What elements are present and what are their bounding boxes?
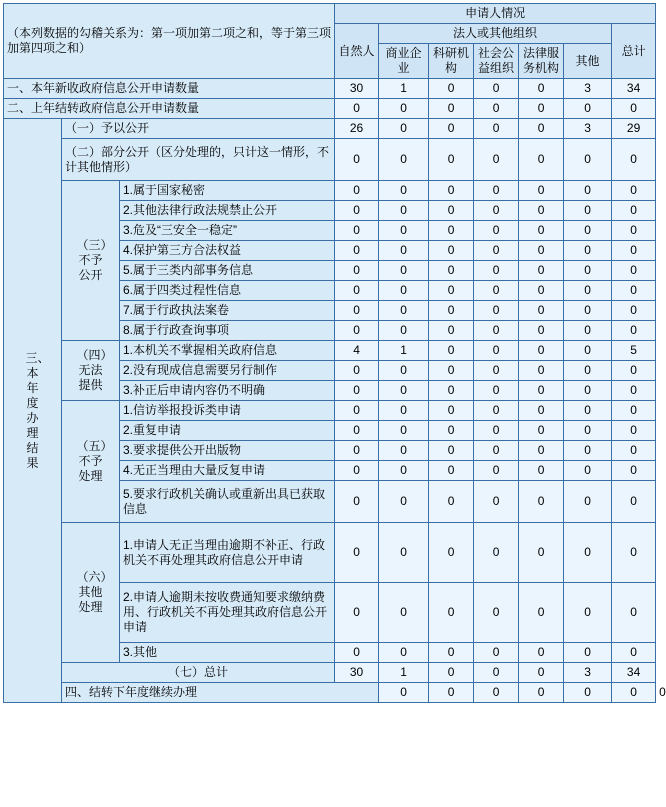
header-applicant-group: 申请人情况 [335, 4, 656, 24]
cell: 0 [429, 341, 474, 361]
cell: 0 [519, 261, 564, 281]
cell: 0 [474, 261, 519, 281]
cell: 0 [564, 321, 612, 341]
cell: 0 [474, 643, 519, 663]
cell: 0 [429, 99, 474, 119]
cell: 26 [335, 119, 379, 139]
cell: 0 [379, 181, 429, 201]
cell: 0 [519, 381, 564, 401]
table-row [4, 523, 656, 583]
cell: 0 [474, 381, 519, 401]
cell: 5 [612, 341, 656, 361]
cell: 0 [519, 341, 564, 361]
cell: 0 [519, 643, 564, 663]
cell: 0 [474, 341, 519, 361]
cell: 0 [379, 421, 429, 441]
cell: 0 [429, 119, 474, 139]
header-legal-or-other: 法人或其他组织 [379, 24, 612, 44]
cell: 0 [474, 321, 519, 341]
row-label-item: 3.其他 [120, 643, 335, 663]
cell: 0 [612, 241, 656, 261]
cell: 0 [379, 241, 429, 261]
cell: 0 [474, 683, 519, 703]
cell: 0 [335, 181, 379, 201]
cell: 0 [564, 683, 612, 703]
row-label-carried-over: 二、上年结转政府信息公开申请数量 [4, 99, 335, 119]
cell: 0 [519, 683, 564, 703]
cell: 0 [379, 583, 429, 643]
cell: 0 [335, 99, 379, 119]
cell: 0 [564, 281, 612, 301]
cell: 0 [335, 461, 379, 481]
cell: 0 [612, 99, 656, 119]
cell: 0 [474, 461, 519, 481]
cell: 0 [564, 139, 612, 181]
cell: 0 [612, 281, 656, 301]
cell: 0 [335, 381, 379, 401]
cell: 0 [335, 523, 379, 583]
cell: 34 [612, 663, 656, 683]
cell: 0 [429, 79, 474, 99]
cell: 0 [429, 181, 474, 201]
cell: 0 [335, 301, 379, 321]
cell: 0 [474, 241, 519, 261]
cell: 0 [335, 281, 379, 301]
cell: 0 [335, 583, 379, 643]
row-label-partially-disclosed: （二）部分公开（区分处理的，只计这一情形，不计其他情形） [62, 139, 335, 181]
cell: 0 [612, 481, 656, 523]
cell: 0 [564, 481, 612, 523]
table-row [4, 139, 656, 181]
cell: 0 [564, 643, 612, 663]
cell: 0 [519, 221, 564, 241]
cell: 0 [429, 281, 474, 301]
cell: 0 [429, 241, 474, 261]
table-row [4, 181, 656, 201]
cell: 0 [474, 79, 519, 99]
cell: 0 [519, 241, 564, 261]
cell: 29 [612, 119, 656, 139]
cell: 0 [429, 663, 474, 683]
cell: 34 [612, 79, 656, 99]
cell: 0 [612, 461, 656, 481]
cell: 0 [564, 301, 612, 321]
cell: 30 [335, 663, 379, 683]
cell: 3 [564, 79, 612, 99]
cell: 0 [519, 361, 564, 381]
cell: 0 [612, 301, 656, 321]
cell: 0 [429, 201, 474, 221]
table-row [4, 341, 656, 361]
cell: 0 [379, 321, 429, 341]
cell: 0 [429, 321, 474, 341]
cell: 0 [379, 381, 429, 401]
cell: 3 [564, 663, 612, 683]
cell: 0 [429, 301, 474, 321]
cell: 0 [474, 361, 519, 381]
cell: 0 [564, 441, 612, 461]
cell: 0 [335, 241, 379, 261]
cell: 0 [519, 79, 564, 99]
cell: 0 [474, 481, 519, 523]
cell: 0 [379, 523, 429, 583]
cell: 0 [379, 481, 429, 523]
row-label-item: 7.属于行政执法案卷 [120, 301, 335, 321]
cell: 3 [564, 119, 612, 139]
table-row: 四、结转下年度继续办理 0 0 0 0 0 0 0 [4, 683, 656, 703]
cell: 0 [474, 421, 519, 441]
cell: 0 [474, 119, 519, 139]
cell: 0 [564, 201, 612, 221]
row-label-item: 1.信访举报投诉类申请 [120, 401, 335, 421]
cell: 0 [474, 301, 519, 321]
cell: 0 [474, 201, 519, 221]
header-col-legal-service: 法律服务机构 [519, 44, 564, 79]
cell: 0 [474, 221, 519, 241]
report-sheet [0, 3, 666, 807]
cell: 0 [519, 201, 564, 221]
cell: 0 [335, 643, 379, 663]
cell: 4 [335, 341, 379, 361]
cell: 0 [474, 523, 519, 583]
row-group-not-disclosed: （三）不予公开 [62, 181, 120, 341]
cell: 0 [379, 119, 429, 139]
cell: 0 [564, 523, 612, 583]
header-col-other: 其他 [564, 44, 612, 79]
cell: 0 [335, 261, 379, 281]
cell: 0 [379, 441, 429, 461]
cell: 0 [335, 321, 379, 341]
row-label-item: 1.申请人无正当理由逾期不补正、行政机关不再处理其政府信息公开申请 [120, 523, 335, 583]
cell: 0 [474, 441, 519, 461]
header-col-research: 科研机构 [429, 44, 474, 79]
header-col-business: 商业企业 [379, 44, 429, 79]
cell: 1 [379, 341, 429, 361]
row-label-item: 6.属于四类过程性信息 [120, 281, 335, 301]
cell: 0 [612, 401, 656, 421]
cell: 0 [612, 181, 656, 201]
cell: 0 [612, 361, 656, 381]
cell: 0 [564, 461, 612, 481]
row-label-item: 4.保护第三方合法权益 [120, 241, 335, 261]
row-label-item: 8.属于行政查询事项 [120, 321, 335, 341]
cell: 0 [335, 441, 379, 461]
cell: 0 [335, 201, 379, 221]
cell: 0 [519, 181, 564, 201]
cell: 0 [519, 139, 564, 181]
cell: 0 [335, 139, 379, 181]
corner-note: （本列数据的勾稽关系为：第一项加第二项之和，等于第三项加第四项之和） [4, 4, 335, 79]
cell: 0 [564, 381, 612, 401]
cell: 0 [429, 261, 474, 281]
cell: 0 [474, 281, 519, 301]
cell: 0 [519, 663, 564, 683]
cell: 0 [564, 241, 612, 261]
cell: 0 [429, 523, 474, 583]
cell: 0 [379, 461, 429, 481]
cell: 0 [519, 523, 564, 583]
cell: 0 [519, 99, 564, 119]
table-row [4, 119, 656, 139]
cell: 0 [519, 281, 564, 301]
cell: 0 [564, 181, 612, 201]
cell: 0 [519, 481, 564, 523]
cell: 0 [519, 583, 564, 643]
cell: 0 [519, 321, 564, 341]
cell: 0 [612, 261, 656, 281]
row-label-results-total: （七）总计 [62, 663, 335, 683]
cell: 0 [474, 181, 519, 201]
cell: 0 [379, 401, 429, 421]
cell: 0 [474, 139, 519, 181]
cell: 0 [474, 583, 519, 643]
row-label-item: 4.无正当理由大量反复申请 [120, 461, 335, 481]
cell: 0 [612, 321, 656, 341]
cell: 0 [429, 139, 474, 181]
cell: 0 [379, 201, 429, 221]
cell: 0 [612, 441, 656, 461]
row-label-item: 5.要求行政机关确认或重新出具已获取信息 [120, 481, 335, 523]
cell: 0 [612, 381, 656, 401]
row-label-carry-forward: 四、结转下年度继续办理 [62, 683, 379, 703]
cell: 30 [335, 79, 379, 99]
header-total: 总计 [612, 24, 656, 79]
cell: 0 [429, 481, 474, 523]
cell: 0 [379, 221, 429, 241]
row-label-new-applications: 一、本年新收政府信息公开申请数量 [4, 79, 335, 99]
row-label-item: 3.要求提供公开出版物 [120, 441, 335, 461]
government-information-disclosure-table [3, 3, 666, 703]
header-natural-person: 自然人 [335, 24, 379, 79]
row-group-results: 三、本年度办理结果 [4, 119, 62, 703]
row-label-disclosed: （一）予以公开 [62, 119, 335, 139]
cell: 0 [335, 481, 379, 523]
cell: 1 [379, 79, 429, 99]
cell: 0 [429, 683, 474, 703]
row-group-unable-to-provide: （四）无法提供 [62, 341, 120, 401]
table-row [4, 99, 656, 119]
row-label-item: 1.属于国家秘密 [120, 181, 335, 201]
cell: 0 [519, 301, 564, 321]
cell: 0 [429, 441, 474, 461]
row-label-item: 2.申请人逾期未按收费通知要求缴纳费用、行政机关不再处理其政府信息公开申请 [120, 583, 335, 643]
table-row [4, 401, 656, 421]
row-label-item: 2.没有现成信息需要另行制作 [120, 361, 335, 381]
cell: 0 [474, 401, 519, 421]
cell: 0 [335, 221, 379, 241]
cell: 0 [612, 643, 656, 663]
cell: 0 [474, 663, 519, 683]
cell: 0 [379, 99, 429, 119]
cell: 0 [379, 261, 429, 281]
cell: 0 [429, 461, 474, 481]
table-row [4, 663, 656, 683]
cell: 0 [429, 361, 474, 381]
row-group-not-handled: （五）不予处理 [62, 401, 120, 523]
cell: 0 [519, 441, 564, 461]
cell: 0 [474, 99, 519, 119]
cell: 0 [519, 461, 564, 481]
cell: 0 [335, 361, 379, 381]
cell: 0 [564, 99, 612, 119]
cell: 0 [612, 201, 656, 221]
cell: 0 [612, 221, 656, 241]
cell: 0 [429, 643, 474, 663]
header-col-social: 社会公益组织 [474, 44, 519, 79]
cell: 0 [429, 421, 474, 441]
table-row [4, 79, 656, 99]
cell: 0 [379, 361, 429, 381]
row-label-item: 2.其他法律行政法规禁止公开 [120, 201, 335, 221]
cell: 0 [564, 361, 612, 381]
row-label-item: 1.本机关不掌握相关政府信息 [120, 341, 335, 361]
cell: 0 [429, 221, 474, 241]
cell: 0 [519, 401, 564, 421]
row-label-item: 3.补正后申请内容仍不明确 [120, 381, 335, 401]
row-group-other-handling: （六）其他处理 [62, 523, 120, 663]
row-label-item: 5.属于三类内部事务信息 [120, 261, 335, 281]
cell: 0 [564, 221, 612, 241]
cell: 0 [519, 421, 564, 441]
cell: 0 [335, 421, 379, 441]
cell: 0 [379, 139, 429, 181]
cell: 0 [379, 643, 429, 663]
cell: 0 [612, 139, 656, 181]
cell: 0 [379, 683, 429, 703]
header-row-applicant [4, 4, 656, 24]
cell: 1 [379, 663, 429, 683]
row-label-item: 2.重复申请 [120, 421, 335, 441]
cell: 0 [564, 401, 612, 421]
cell: 0 [429, 381, 474, 401]
cell: 0 [379, 281, 429, 301]
cell: 0 [564, 261, 612, 281]
cell: 0 [612, 583, 656, 643]
cell: 0 [612, 683, 656, 703]
cell: 0 [519, 119, 564, 139]
cell: 0 [379, 301, 429, 321]
cell: 0 [564, 583, 612, 643]
cell: 0 [564, 341, 612, 361]
cell: 0 [564, 421, 612, 441]
cell: 0 [429, 401, 474, 421]
cell: 0 [612, 421, 656, 441]
row-label-item: 3.危及“三安全一稳定” [120, 221, 335, 241]
cell: 0 [612, 523, 656, 583]
cell: 0 [335, 401, 379, 421]
cell: 0 [429, 583, 474, 643]
